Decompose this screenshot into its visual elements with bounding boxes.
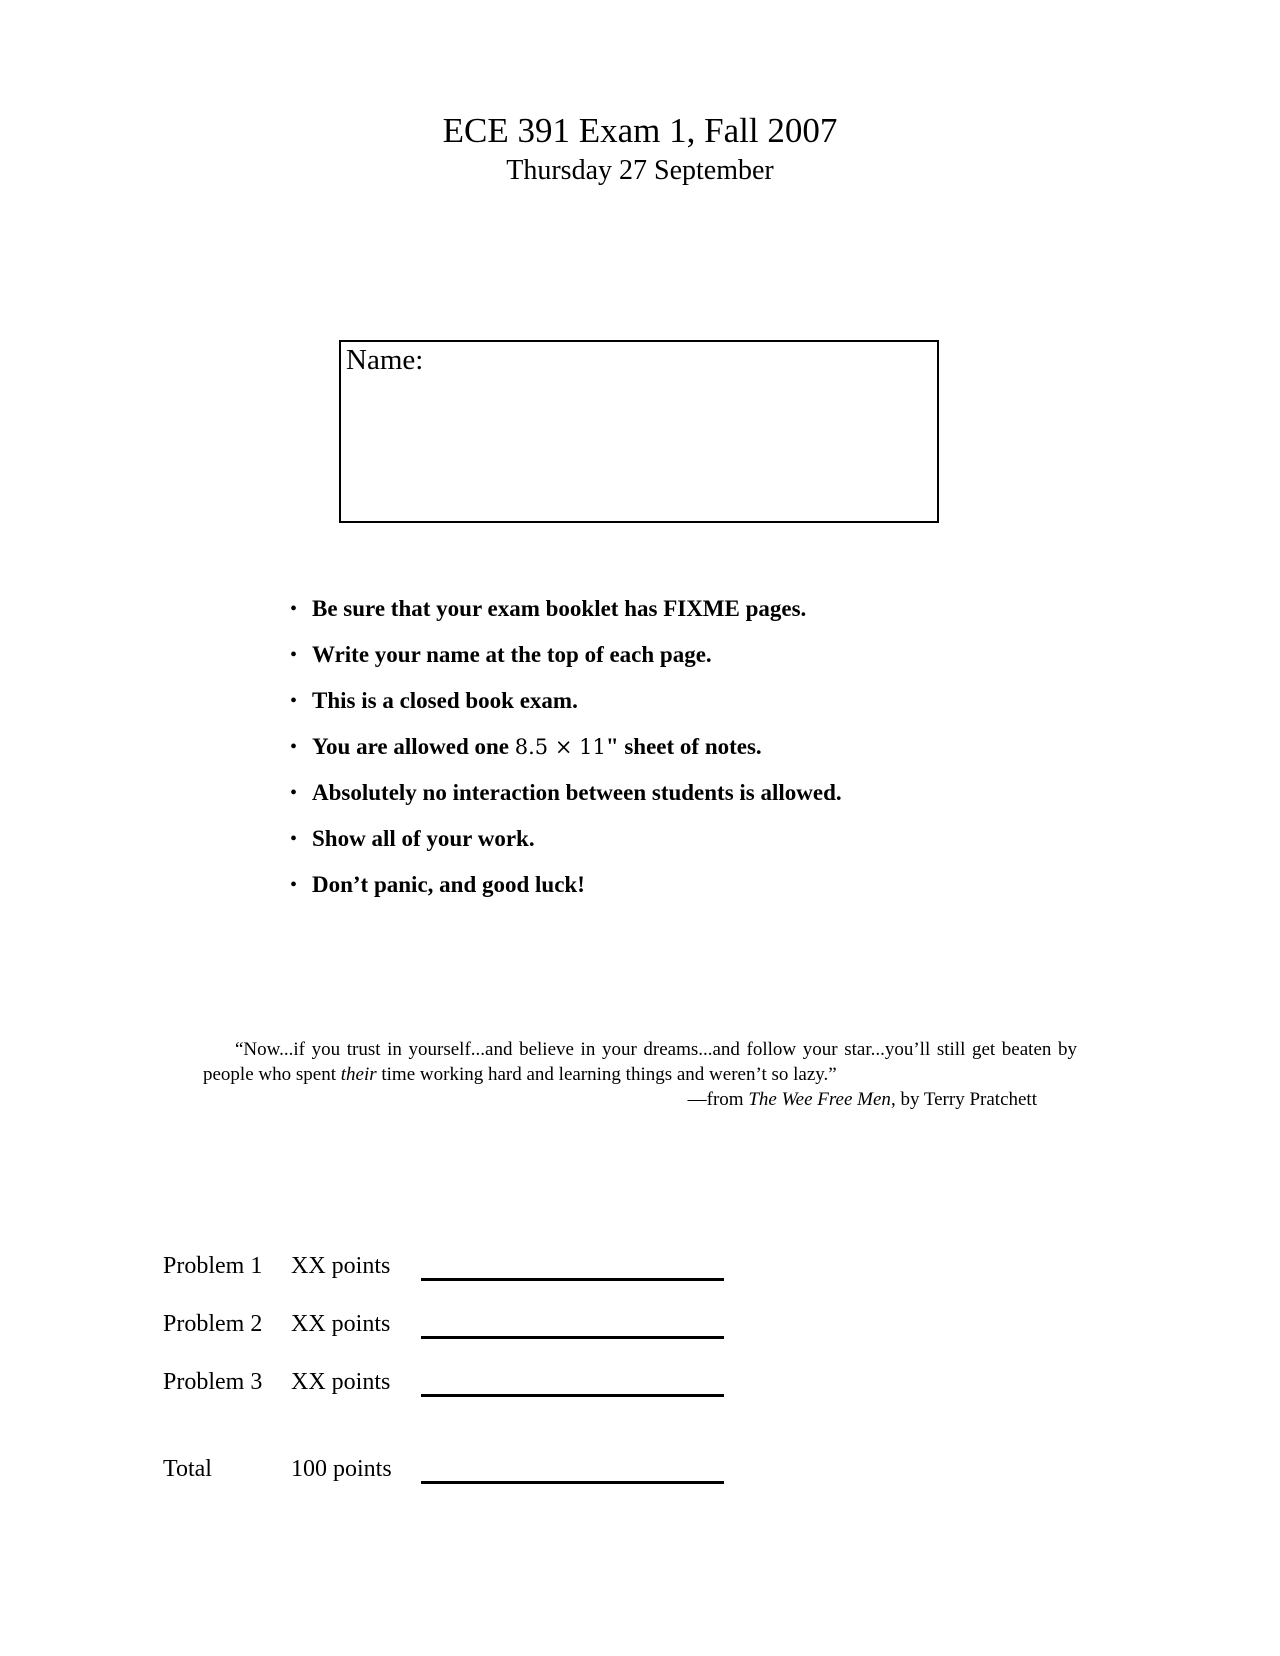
problem-points: XX points — [291, 1253, 391, 1279]
score-row — [163, 1306, 763, 1342]
problem-points: XX points — [291, 1311, 391, 1337]
bullet-icon: • — [290, 874, 298, 896]
epigraph-quote — [203, 1037, 1077, 1087]
total-points: 100 points — [291, 1456, 392, 1482]
bullet-icon: • — [290, 690, 298, 712]
score-blank[interactable] — [421, 1394, 724, 1397]
quote-text: time working hard and learning things and weren’t so lazy.” — [376, 1064, 837, 1085]
bullet-icon: • — [290, 782, 298, 804]
instructions-list — [290, 592, 1050, 914]
score-blank[interactable] — [421, 1278, 724, 1281]
instruction-item — [290, 868, 1050, 914]
problem-points: XX points — [291, 1369, 391, 1395]
attribution-suffix: , by Terry Pratchett — [890, 1089, 1037, 1110]
score-blank[interactable] — [421, 1336, 724, 1339]
instruction-item — [290, 822, 1050, 868]
total-row — [163, 1451, 763, 1487]
exam-date: Thursday 27 September — [506, 155, 774, 186]
instruction-item — [290, 592, 1050, 638]
name-label: Name: — [346, 344, 424, 376]
instruction-text: This is a closed book exam. — [312, 688, 578, 713]
total-label: Total — [163, 1456, 212, 1482]
name-field-box[interactable] — [339, 340, 939, 523]
instruction-item — [290, 684, 1050, 730]
instruction-item — [290, 776, 1050, 822]
total-score-blank[interactable] — [421, 1481, 724, 1484]
instruction-item — [290, 638, 1050, 684]
quote-text: “Now...if you trust in yourself...and believe in your dreams...and follow your star...you’ll still get beaten by people who spent — [203, 1039, 1077, 1085]
exam-title: ECE 391 Exam 1, Fall 2007 — [442, 111, 838, 150]
instruction-text: You are allowed one — [312, 734, 515, 759]
instruction-text: " sheet of notes. — [605, 734, 762, 759]
problem-label: Problem 2 — [163, 1311, 263, 1337]
bullet-icon: • — [290, 736, 298, 758]
attribution-prefix: —from — [687, 1089, 749, 1110]
instruction-text: Be sure that your exam booklet has FIXME pages. — [312, 596, 807, 621]
instruction-text: Show all of your work. — [312, 826, 535, 851]
score-row — [163, 1364, 763, 1400]
bullet-icon: • — [290, 598, 298, 620]
score-row — [163, 1248, 763, 1284]
instruction-text: Don’t panic, and good luck! — [312, 872, 585, 897]
quote-attribution — [0, 1087, 1037, 1112]
bullet-icon: • — [290, 828, 298, 850]
quote-emphasis: their — [340, 1064, 377, 1085]
bullet-icon: • — [290, 644, 298, 666]
instruction-text: Write your name at the top of each page. — [312, 642, 712, 667]
problem-label: Problem 3 — [163, 1369, 263, 1395]
sheet-size-math: 8.5 × 11 — [514, 735, 606, 759]
instruction-item — [290, 730, 1050, 776]
book-title: The Wee Free Men — [748, 1089, 891, 1110]
instruction-text: Absolutely no interaction between students is allowed. — [312, 780, 842, 805]
problem-label: Problem 1 — [163, 1253, 263, 1279]
